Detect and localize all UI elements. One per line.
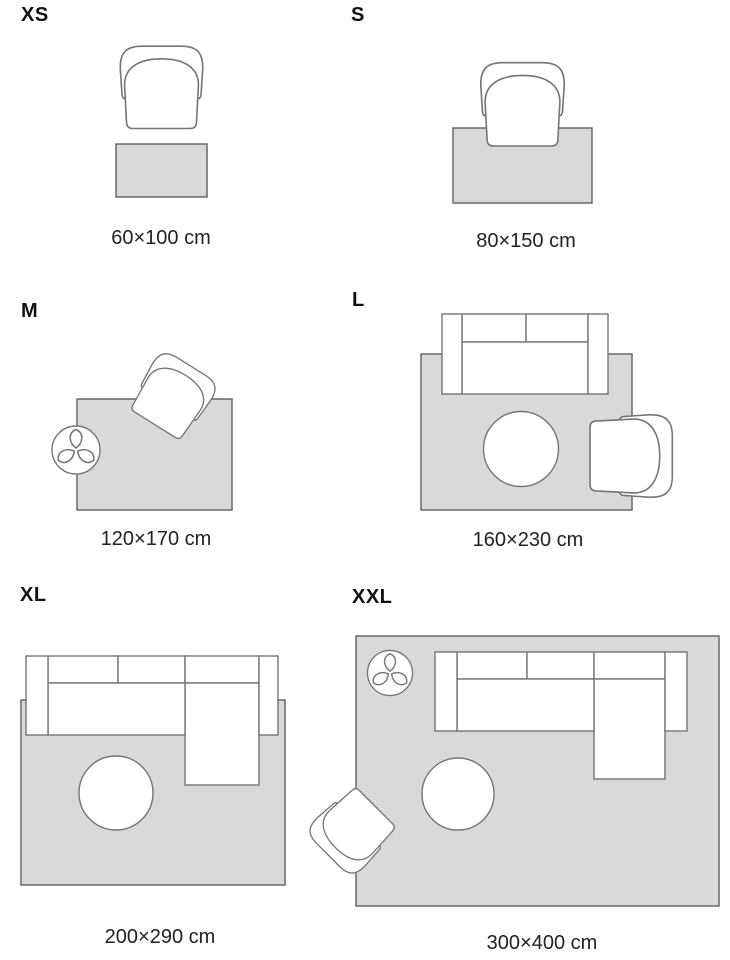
sofa-back-cushion (457, 652, 527, 679)
size-caption-m: 120×170 cm (100, 528, 212, 550)
size-l-diagram (421, 314, 672, 510)
coffee-table-icon (422, 758, 494, 830)
coffee-table-icon (79, 756, 153, 830)
sofa-back-cushion (526, 314, 588, 342)
sofa-left-arm (435, 652, 457, 731)
sofa-chaise (185, 683, 259, 785)
coffee-table-icon (484, 412, 559, 487)
armchair-icon (481, 63, 564, 146)
size-s-diagram (453, 63, 592, 203)
sofa-right-arm (665, 652, 687, 731)
size-label-xl: XL (20, 584, 47, 606)
sofa-back-cushion (594, 652, 665, 679)
plant-icon (367, 650, 412, 695)
size-label-m: M (21, 300, 39, 322)
size-caption-xl: 200×290 cm (104, 926, 216, 948)
size-xl-diagram (21, 656, 285, 885)
size-label-s: S (351, 4, 365, 26)
armchair-icon (590, 415, 672, 497)
sofa-icon (442, 314, 608, 394)
sofa-back-cushion (48, 656, 118, 683)
size-caption-xs: 60×100 cm (111, 227, 211, 249)
size-m-diagram (52, 348, 232, 510)
sofa-left-arm (442, 314, 462, 394)
size-caption-s: 80×150 cm (476, 230, 576, 252)
size-xs-diagram (116, 46, 207, 197)
sofa-back-cushion (118, 656, 185, 683)
size-caption-xxl: 300×400 cm (486, 932, 598, 954)
sofa-right-arm (259, 656, 278, 735)
sofa-seat (462, 342, 588, 394)
size-label-l: L (352, 289, 365, 311)
sofa-back-cushion (527, 652, 594, 679)
sofa-left-arm (26, 656, 48, 735)
sofa-chaise (594, 679, 665, 779)
sofa-back-cushion (462, 314, 526, 342)
sofa-seat (48, 683, 185, 735)
size-caption-l: 160×230 cm (472, 529, 584, 551)
size-label-xs: XS (21, 4, 49, 26)
size-xxl-diagram (304, 636, 719, 906)
armchair-icon (120, 46, 202, 128)
plant-icon (52, 426, 100, 474)
sofa-seat (457, 679, 594, 731)
size-label-xxl: XXL (352, 586, 393, 608)
rug-xs (116, 144, 207, 197)
sofa-back-cushion (185, 656, 259, 683)
sofa-right-arm (588, 314, 608, 394)
